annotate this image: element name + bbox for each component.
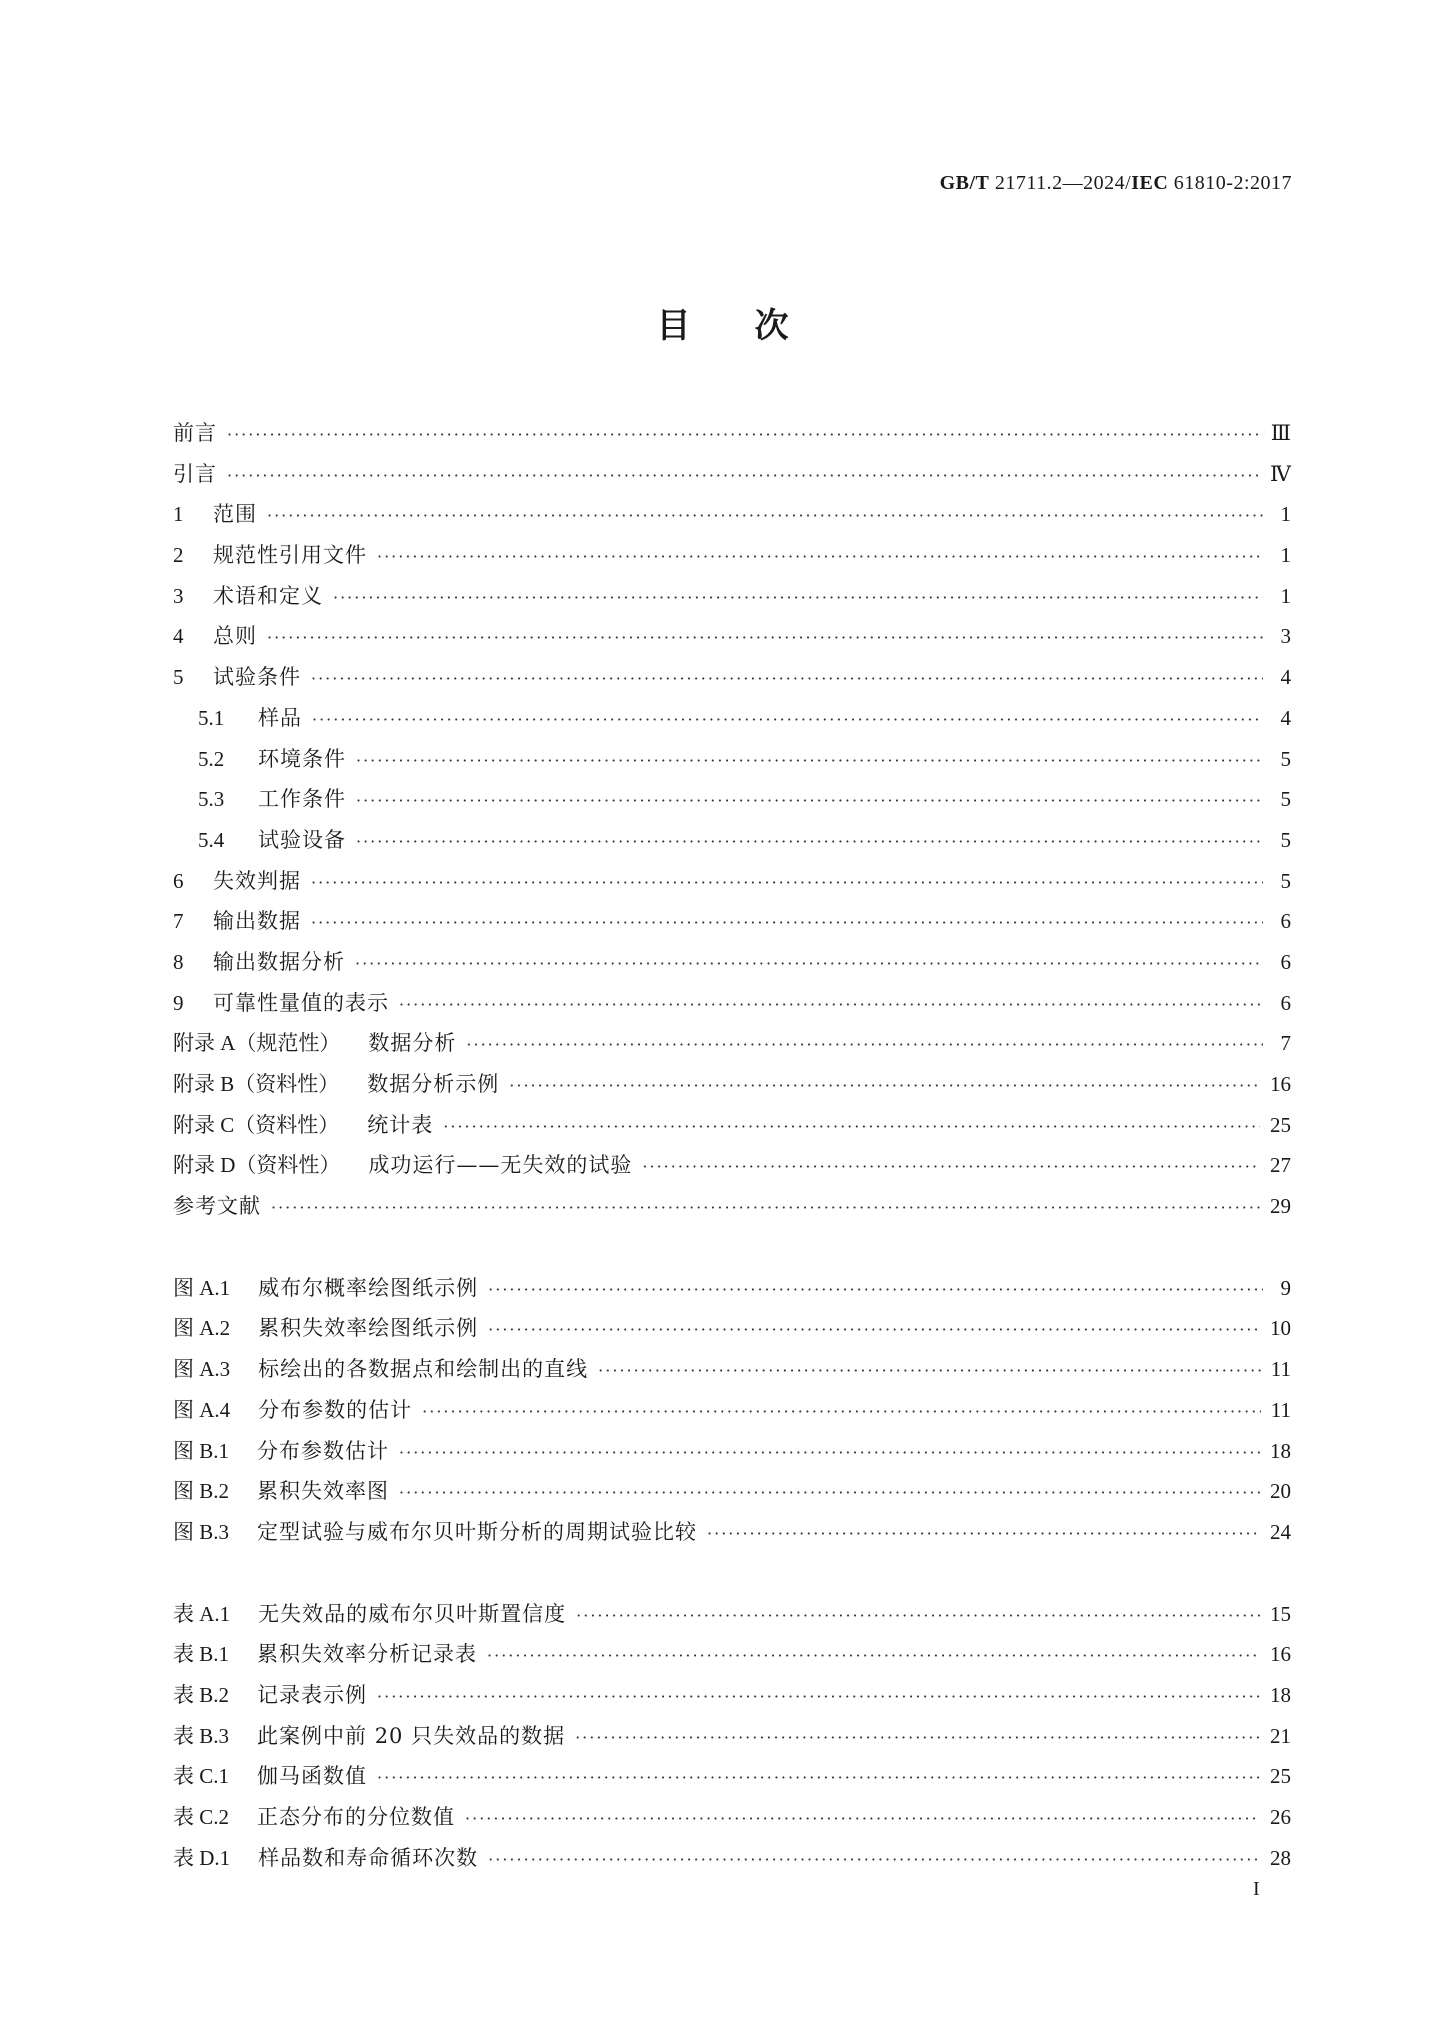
toc-entry-label (173, 1145, 632, 1186)
toc-entry-label (198, 739, 346, 780)
toc-entry-label (173, 657, 301, 698)
toc-entry-page: 4 (1280, 705, 1291, 730)
toc-entry-number: 附录 C（资料性） (173, 1112, 340, 1137)
toc-entry-title: 此案例中前 20 只失效品的数据 (257, 1723, 566, 1748)
toc-entry[interactable] (173, 1105, 1291, 1146)
toc-entry-number: 9 (173, 990, 184, 1015)
toc-entry-title: 术语和定义 (213, 583, 323, 608)
toc-entry[interactable] (173, 494, 1291, 535)
toc-dot-leader (399, 1433, 1260, 1474)
toc-entry-number: 8 (173, 949, 184, 974)
toc-entry-label (173, 454, 217, 495)
toc-entry-label (173, 1268, 478, 1309)
toc-entry-title: 引言 (173, 461, 217, 486)
toc-entry-number: 2 (173, 543, 184, 568)
toc-entry-number: 附录 A（规范性） (173, 1031, 341, 1056)
toc-entry-number: 表 C.1 (173, 1764, 230, 1789)
toc-dot-leader (356, 781, 1263, 822)
toc-entry[interactable] (173, 1716, 1291, 1757)
toc-entry-label (173, 616, 257, 657)
toc-entry-title: 样品 (258, 705, 302, 730)
toc-entry-page: 4 (1280, 665, 1291, 690)
toc-entry[interactable] (173, 413, 1291, 454)
toc-entry-number: 5.3 (198, 787, 225, 812)
toc-dot-leader (356, 741, 1263, 782)
toc-dot-leader (465, 1799, 1260, 1840)
toc-entry-label (173, 576, 323, 617)
toc-entry-title: 环境条件 (258, 746, 346, 771)
toc-entry-title: 规范性引用文件 (213, 543, 367, 568)
toc-dot-leader (399, 1473, 1260, 1514)
toc-main-section (173, 413, 1291, 1227)
toc-entry[interactable] (173, 1838, 1291, 1879)
toc-entry-label (173, 413, 217, 454)
toc-entry-page: 25 (1270, 1112, 1291, 1137)
toc-entry[interactable] (173, 1308, 1291, 1349)
toc-entry-number: 7 (173, 909, 184, 934)
toc-entry-title: 分布参数的估计 (258, 1397, 413, 1422)
toc-entry-label (173, 1308, 478, 1349)
toc-entry-page: 1 (1280, 583, 1291, 608)
toc-entry-page: 18 (1270, 1438, 1291, 1463)
toc-entry-label (173, 535, 367, 576)
toc-entry[interactable] (173, 861, 1291, 902)
toc-entry[interactable] (173, 1349, 1291, 1390)
toc-dot-leader (271, 1188, 1260, 1229)
toc-entry-title: 范围 (213, 502, 257, 527)
toc-entry-title: 可靠性量值的表示 (213, 990, 389, 1015)
toc-entry-page: 3 (1280, 624, 1291, 649)
toc-entry-title: 统计表 (367, 1112, 434, 1137)
toc-entry[interactable] (173, 1145, 1291, 1186)
toc-figures-section (173, 1268, 1291, 1553)
toc-entry-number: 3 (173, 583, 184, 608)
toc-dot-leader (509, 1066, 1260, 1107)
toc-dot-leader (576, 1596, 1260, 1637)
document-header (940, 172, 1292, 195)
toc-dot-leader (488, 1840, 1260, 1881)
standard-number: 21711.2—2024/ (989, 172, 1132, 194)
toc-entry-page: 5 (1280, 787, 1291, 812)
toc-entry-number: 5.1 (198, 705, 225, 730)
toc-entry-page: 9 (1280, 1275, 1291, 1300)
toc-entry-page: 11 (1270, 1357, 1291, 1382)
toc-entry-label (173, 1471, 389, 1512)
toc-entry-page: 27 (1270, 1153, 1291, 1178)
toc-entry[interactable] (173, 1675, 1291, 1716)
toc-entry-title: 数据分析 (368, 1031, 457, 1056)
toc-dot-leader (443, 1107, 1260, 1148)
toc-dot-leader (377, 1758, 1260, 1799)
toc-entry-label (173, 1675, 367, 1716)
toc-dot-leader (311, 659, 1263, 700)
toc-dot-leader (487, 1636, 1260, 1677)
toc-entry[interactable] (173, 901, 1291, 942)
toc-entry-label (173, 1594, 566, 1635)
toc-entry-number: 1 (173, 502, 184, 527)
toc-entry-page: 5 (1280, 746, 1291, 771)
toc-entry-title: 定型试验与威布尔贝叶斯分析的周期试验比较 (257, 1519, 698, 1544)
toc-entry-title: 记录表示例 (257, 1682, 368, 1707)
toc-entry-number: 表 B.3 (173, 1723, 230, 1748)
toc-entry-page: 1 (1280, 502, 1291, 527)
toc-entry[interactable] (173, 616, 1291, 657)
toc-entry-label (173, 1512, 697, 1553)
toc-entry[interactable] (173, 1594, 1291, 1635)
toc-entry-label (173, 1634, 477, 1675)
toc-entry-title: 试验条件 (213, 665, 301, 690)
toc-entry-label (173, 1838, 478, 1879)
toc-entry-page: 29 (1270, 1194, 1291, 1219)
toc-entry-page: 5 (1280, 827, 1291, 852)
toc-entry-title: 累积失效率分析记录表 (257, 1642, 478, 1667)
toc-entry[interactable] (173, 454, 1291, 495)
toc-entry-number: 表 A.1 (173, 1601, 231, 1626)
toc-entry[interactable] (173, 1064, 1291, 1105)
toc-entry-label (173, 1105, 433, 1146)
toc-entry[interactable] (173, 1268, 1291, 1309)
toc-entry-title: 标绘出的各数据点和绘制出的直线 (258, 1357, 589, 1382)
toc-entry-page: Ⅳ (1270, 461, 1291, 486)
table-of-contents (173, 413, 1291, 1878)
toc-entry-number: 5 (173, 665, 184, 690)
toc-entry[interactable] (173, 1390, 1291, 1431)
toc-entry[interactable] (173, 1512, 1291, 1553)
toc-entry-number: 附录 D（资料性） (173, 1153, 341, 1178)
toc-entry-number: 图 A.1 (173, 1275, 231, 1300)
toc-entry-title: 参考文献 (173, 1194, 261, 1219)
toc-entry-page: 6 (1280, 949, 1291, 974)
toc-entry-page: 16 (1270, 1642, 1291, 1667)
toc-entry-title: 威布尔概率绘图纸示例 (258, 1275, 479, 1300)
toc-entry[interactable] (173, 1186, 1291, 1227)
toc-dot-leader (422, 1392, 1261, 1433)
toc-entry[interactable] (173, 779, 1291, 820)
toc-entry-page: 15 (1270, 1601, 1291, 1626)
toc-dot-leader (312, 700, 1263, 741)
toc-dot-leader (356, 822, 1263, 863)
toc-dot-leader (377, 537, 1263, 578)
toc-dot-leader (466, 1025, 1263, 1066)
page-title: 目次 (656, 306, 853, 346)
toc-entry[interactable] (173, 576, 1291, 617)
toc-entry[interactable] (173, 1756, 1291, 1797)
toc-entry-number: 表 C.2 (173, 1805, 230, 1829)
toc-entry-label (173, 861, 301, 902)
toc-dot-leader (267, 618, 1263, 659)
toc-dot-leader (642, 1147, 1260, 1188)
toc-dot-leader (575, 1718, 1260, 1759)
toc-entry-number: 图 A.2 (173, 1316, 231, 1341)
toc-dot-leader (333, 578, 1263, 619)
toc-entry-number: 表 D.1 (173, 1845, 231, 1870)
toc-dot-leader (311, 903, 1263, 944)
toc-entry-page: 21 (1270, 1723, 1291, 1748)
toc-entry-title: 工作条件 (258, 787, 346, 812)
toc-entry-page: 7 (1280, 1031, 1291, 1056)
toc-entry[interactable] (173, 820, 1291, 861)
toc-entry-label (173, 1023, 456, 1064)
toc-entry-label (198, 698, 302, 739)
iec-number: 61810-2:2017 (1168, 172, 1292, 194)
toc-entry-number: 图 B.3 (173, 1519, 230, 1544)
standard-prefix: GB/T (939, 172, 990, 194)
toc-entry-label (173, 1186, 261, 1227)
toc-tables-section (173, 1594, 1291, 1879)
toc-entry-title: 失效判据 (213, 868, 301, 893)
toc-entry-title: 输出数据 (213, 909, 301, 934)
toc-entry-label (198, 820, 346, 861)
toc-entry[interactable] (173, 942, 1291, 983)
toc-entry-number: 表 B.1 (173, 1642, 230, 1667)
toc-entry-title: 数据分析示例 (367, 1072, 500, 1096)
toc-entry-label (173, 942, 345, 983)
toc-dot-leader (377, 1677, 1260, 1718)
toc-entry-page: 11 (1270, 1397, 1291, 1422)
toc-entry[interactable] (173, 698, 1291, 739)
toc-entry[interactable] (173, 1471, 1291, 1512)
toc-entry-title: 前言 (173, 421, 217, 445)
toc-entry-page: 20 (1270, 1479, 1291, 1504)
toc-entry-page: 6 (1280, 990, 1291, 1015)
toc-dot-leader (267, 496, 1263, 537)
toc-entry-label (173, 1349, 588, 1390)
toc-entry-page: 25 (1270, 1764, 1291, 1789)
toc-entry-label (173, 983, 389, 1024)
toc-entry-page: 26 (1270, 1805, 1291, 1829)
toc-entry-title: 累积失效率绘图纸示例 (258, 1316, 479, 1341)
page-number: I (1253, 1878, 1260, 1900)
toc-entry-number: 5.4 (198, 827, 225, 852)
toc-entry-label (173, 1064, 499, 1105)
toc-dot-leader (227, 415, 1261, 456)
toc-entry[interactable] (173, 1023, 1291, 1064)
toc-entry-title: 正态分布的分位数值 (257, 1805, 456, 1829)
toc-dot-leader (399, 985, 1263, 1026)
toc-entry-label (173, 1716, 565, 1757)
toc-entry-label (173, 494, 257, 535)
toc-entry-page: 24 (1270, 1519, 1291, 1544)
toc-entry-page: 1 (1280, 543, 1291, 568)
toc-entry[interactable] (173, 1634, 1291, 1675)
toc-entry[interactable] (173, 739, 1291, 780)
toc-entry-title: 样品数和寿命循环次数 (258, 1845, 479, 1870)
toc-entry-label (173, 1797, 455, 1838)
toc-entry-label (173, 1390, 412, 1431)
toc-entry-number: 表 B.2 (173, 1682, 230, 1707)
toc-dot-leader (488, 1270, 1263, 1311)
toc-entry[interactable] (173, 983, 1291, 1024)
toc-entry-label (173, 1431, 389, 1472)
toc-entry[interactable] (173, 657, 1291, 698)
toc-entry-title: 分布参数估计 (257, 1438, 390, 1463)
toc-entry-page: 28 (1270, 1845, 1291, 1870)
toc-dot-leader (707, 1514, 1260, 1555)
toc-entry-label (198, 779, 346, 820)
toc-entry-title: 成功运行——无失效的试验 (368, 1153, 633, 1178)
toc-entry-number: 5.2 (198, 746, 225, 771)
toc-entry-title: 输出数据分析 (213, 949, 345, 974)
toc-dot-leader (311, 863, 1263, 904)
toc-entry-page: 10 (1270, 1316, 1291, 1341)
toc-entry-label (173, 1756, 367, 1797)
toc-entry-page: 6 (1280, 909, 1291, 934)
toc-dot-leader (355, 944, 1263, 985)
toc-entry-page: 16 (1270, 1072, 1291, 1096)
toc-dot-leader (598, 1351, 1261, 1392)
toc-entry[interactable] (173, 1797, 1291, 1838)
toc-entry-title: 伽马函数值 (257, 1764, 368, 1789)
toc-dot-leader (488, 1310, 1260, 1351)
toc-entry-title: 累积失效率图 (257, 1479, 390, 1504)
toc-entry-page: 18 (1270, 1682, 1291, 1707)
toc-entry-page: 5 (1280, 868, 1291, 893)
toc-entry-number: 图 A.3 (173, 1357, 231, 1382)
toc-entry-number: 图 A.4 (173, 1397, 231, 1422)
iec-prefix: IEC (1131, 172, 1169, 194)
toc-entry-title: 无失效品的威布尔贝叶斯置信度 (258, 1601, 567, 1626)
toc-entry-number: 图 B.2 (173, 1479, 230, 1504)
toc-entry[interactable] (173, 535, 1291, 576)
toc-entry-number: 附录 B（资料性） (173, 1072, 340, 1096)
toc-entry-number: 6 (173, 868, 184, 893)
toc-entry-title: 试验设备 (258, 827, 346, 852)
toc-entry-number: 4 (173, 624, 184, 649)
toc-entry-number: 图 B.1 (173, 1438, 230, 1463)
toc-entry[interactable] (173, 1431, 1291, 1472)
toc-entry-title: 总则 (213, 624, 257, 649)
toc-entry-label (173, 901, 301, 942)
toc-entry-page: Ⅲ (1270, 421, 1291, 445)
toc-dot-leader (227, 456, 1260, 497)
